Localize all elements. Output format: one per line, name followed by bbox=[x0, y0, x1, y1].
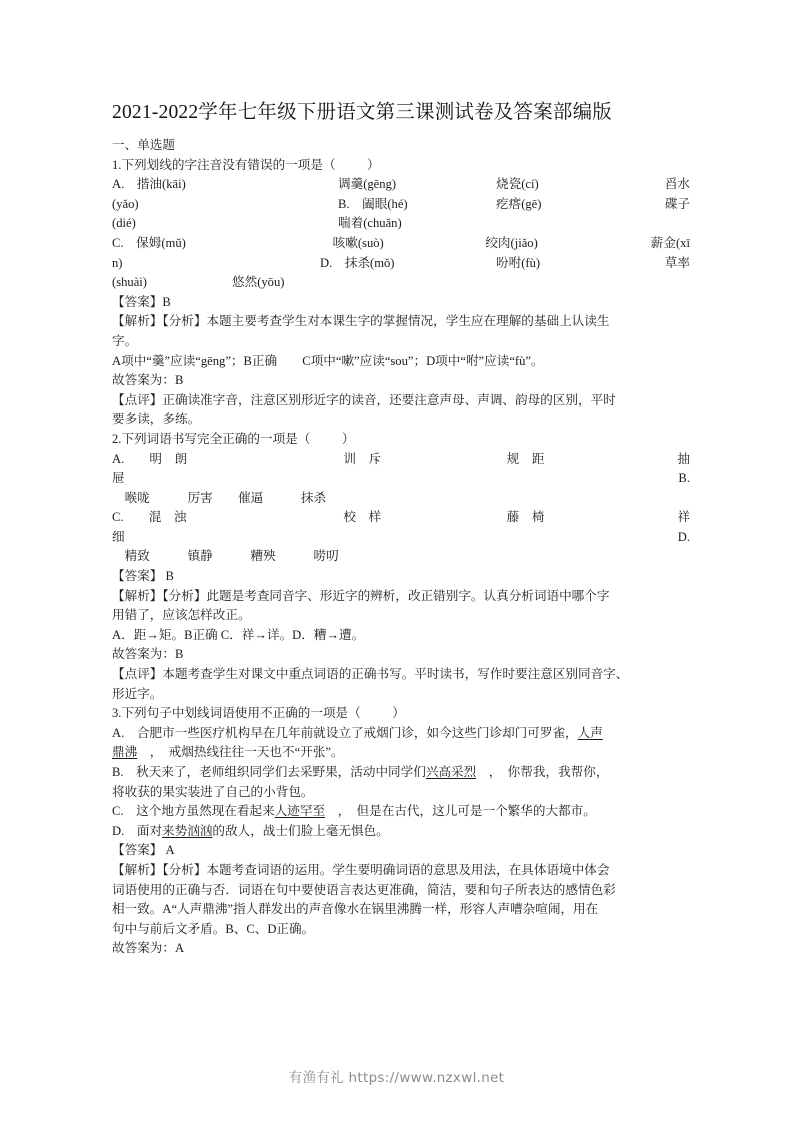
opt-col-mid: D. 抹杀(mǒ) bbox=[320, 255, 395, 270]
question-2-analysis-line-1: 【解析】【分析】此题是考查同音字、形近字的辨析，改正错别字。认真分析词语中哪个字 bbox=[112, 588, 610, 603]
question-2-stem: 2.下列词语书写完全正确的一项是（ ） bbox=[112, 431, 355, 446]
opt-col-right bbox=[507, 469, 647, 489]
opt-col-far: 草率 bbox=[664, 255, 690, 270]
opt-col-right: 疙瘩(gē) bbox=[496, 196, 542, 211]
option-text-plain: ， 但是在古代，这儿可是一个繁华的大都市。 bbox=[325, 804, 596, 819]
question-3-analysis-line-3: 相一致。A“人声鼎沸”指人群发出的声音像水在锅里沸腾一样，形容人声嘈杂喧闹，用在 bbox=[112, 902, 599, 917]
question-3-stem: 3.下列句子中划线词语使用不正确的一项是（ ） bbox=[112, 706, 405, 721]
question-3-option-d-line-1 bbox=[112, 822, 690, 842]
question-1-comment-line-1: 【点评】正确读准字音，注意区别形近字的读音，还要注意声母、声调、韵母的区别，平时 bbox=[112, 392, 616, 407]
opt-col-far: 薪金(xī bbox=[650, 235, 690, 250]
question-3-answer: 【答案】 A bbox=[112, 843, 175, 858]
opt-col-mid: 喘着(chuǎn) bbox=[338, 216, 402, 231]
question-1-option-line-1 bbox=[112, 175, 690, 195]
option-text-plain: 将收获的果实装进了自己的小背包。 bbox=[112, 784, 314, 799]
opt-col-right: 规 距 bbox=[506, 451, 545, 466]
opt-col-far bbox=[644, 214, 690, 234]
opt-col-far: D. bbox=[677, 529, 690, 544]
opt-col-left: A. 明 朗 bbox=[112, 451, 188, 466]
opt-col-left: (yǎo) bbox=[112, 196, 139, 211]
option-text-underlined: 来势汹汹 bbox=[162, 823, 213, 838]
question-2-comment-line-1: 【点评】本题考查学生对课文中重点词语的正确书写。平时读书，写作时要注意区别同音字、 bbox=[112, 667, 629, 682]
question-3-option-b-line-1 bbox=[112, 763, 690, 783]
opt-col-left: (shuài) bbox=[112, 275, 147, 290]
footer-watermark: 有渔有礼 https://www.nzxwl.net bbox=[288, 1070, 505, 1086]
question-2-option-line-4 bbox=[112, 508, 690, 528]
option-text-underlined: 人迹罕至 bbox=[274, 804, 326, 819]
question-2-analysis-line-3: A．距→矩。B正确 C．祥→详。D．糟→遭。 bbox=[112, 627, 365, 642]
opt-col-right: 绞肉(jiǎo) bbox=[485, 235, 538, 250]
opt-col-mid bbox=[343, 469, 493, 489]
option-text-underlined: 兴高采烈 bbox=[425, 765, 477, 779]
question-2-option-line-3: 喉咙 厉害 催逼 抹杀 bbox=[112, 490, 327, 505]
opt-col-mid: 悠然(yōu) bbox=[232, 275, 285, 290]
option-label: B. bbox=[112, 765, 124, 779]
option-text-underlined: 人声 bbox=[577, 725, 603, 740]
opt-col-far: 碟子 bbox=[664, 196, 690, 211]
opt-col-far: 祥 bbox=[677, 510, 690, 525]
opt-col-left: (dié) bbox=[112, 216, 136, 231]
option-text-plain: 面对 bbox=[124, 823, 163, 838]
question-2-option-line-6: 精致 镇静 糟殃 唠叨 bbox=[112, 549, 339, 564]
question-1-analysis-line-3: A项中“羹”应读“gēng”；B正确 C项中“嗽”应读“sou”；D项中“咐”应读“fù”。 bbox=[112, 353, 544, 368]
option-text-plain: ， 戒烟热线往往一天也不“开张”。 bbox=[137, 745, 344, 760]
opt-col-mid: B. 阖眼(hé) bbox=[338, 196, 408, 211]
option-text-plain: ， 你帮我，我帮你， bbox=[476, 765, 609, 779]
question-2-option-line-5 bbox=[112, 528, 690, 548]
question-3-analysis-line-1: 【解析】【分析】本题考查词语的运用。学生要明确词语的意思及用法，在具体语境中体会 bbox=[112, 862, 610, 877]
option-text-plain: 的敌人，战士们脸上毫无惧色。 bbox=[212, 823, 389, 838]
question-1-option-line-3 bbox=[112, 214, 690, 234]
opt-col-mid bbox=[343, 528, 493, 548]
question-3-option-a-line-2 bbox=[112, 743, 690, 763]
question-3-analysis-line-5: 故答案为：A bbox=[112, 941, 185, 956]
option-text-underlined: 鼎沸 bbox=[112, 745, 138, 760]
option-text-plain: 秋天来了，老师组织同学们去采野果，活动中同学们 bbox=[123, 765, 426, 779]
question-1-answer: 【答案】B bbox=[112, 294, 171, 309]
page-title: 2021-2022学年七年级下册语文第三课测试卷及答案部编版 bbox=[112, 102, 612, 123]
question-3-analysis-line-4: 句中与前后文矛盾。B、C、D正确。 bbox=[112, 921, 315, 936]
opt-col-left: C. 混 浊 bbox=[112, 510, 187, 525]
opt-col-mid: 训 斥 bbox=[343, 451, 382, 466]
opt-col-left: A. 揩油(kāi) bbox=[112, 177, 186, 192]
opt-col-right bbox=[496, 214, 636, 234]
option-label: D. bbox=[112, 823, 125, 838]
opt-col-left: 屉 bbox=[112, 471, 125, 486]
opt-col-right bbox=[507, 528, 647, 548]
opt-col-far: 抽 bbox=[677, 451, 690, 466]
question-1-option-line-2 bbox=[112, 195, 690, 215]
question-1-comment-line-2: 要多读，多练。 bbox=[112, 412, 201, 427]
question-3-option-c-line-1 bbox=[112, 802, 690, 822]
question-2-analysis-line-2: 用错了，应该怎样改正。 bbox=[112, 608, 251, 623]
question-3-option-a-line-1 bbox=[112, 724, 690, 744]
opt-col-left: n) bbox=[112, 255, 123, 270]
question-1-option-line-4 bbox=[112, 234, 690, 254]
question-3-option-b-line-2 bbox=[112, 783, 690, 803]
opt-col-right: 吩咐(fù) bbox=[496, 255, 541, 270]
option-label: C. bbox=[112, 804, 124, 819]
opt-col-mid: 校 样 bbox=[343, 510, 382, 525]
section-heading: 一、单选题 bbox=[112, 138, 175, 152]
question-3-analysis-line-2: 词语使用的正确与否．词语在句中要使语言表达更准确，简洁，要和句子所表达的感情色彩 bbox=[112, 882, 616, 897]
question-1-analysis-line-4: 故答案为：B bbox=[112, 373, 184, 388]
opt-col-far: 舀水 bbox=[664, 177, 690, 192]
question-1-option-line-6 bbox=[112, 273, 690, 293]
opt-col-far bbox=[644, 273, 690, 293]
option-text-plain: 合肥市一些医疗机构早在几年前就设立了戒烟门诊，如今这些门诊却门可罗雀， bbox=[124, 725, 578, 740]
opt-col-mid: 调羹(gēng) bbox=[338, 177, 397, 192]
question-1-analysis-line-2: 字。 bbox=[112, 333, 138, 348]
question-1-option-line-5 bbox=[112, 254, 690, 274]
opt-col-right bbox=[496, 273, 636, 293]
document-body bbox=[112, 136, 690, 959]
opt-col-right: 藤 椅 bbox=[506, 510, 545, 525]
opt-col-far: B. bbox=[678, 471, 690, 486]
opt-col-right: 烧瓷(cí) bbox=[496, 177, 539, 192]
question-2-option-line-1 bbox=[112, 450, 690, 470]
opt-col-mid: 咳嗽(suò) bbox=[332, 235, 384, 250]
question-2-comment-line-2: 形近字。 bbox=[112, 686, 163, 701]
option-label: A. bbox=[112, 725, 125, 740]
opt-col-left: C. 保姆(mǔ) bbox=[112, 235, 186, 250]
opt-col-left: 细 bbox=[112, 529, 125, 544]
question-1-analysis-line-1: 【解析】【分析】本题主要考查学生对本课生字的掌握情况，学生应在理解的基础上认读生 bbox=[112, 314, 610, 329]
question-2-answer: 【答案】 B bbox=[112, 569, 174, 584]
question-2-option-line-2 bbox=[112, 469, 690, 489]
option-text-plain: 这个地方虽然现在看起来 bbox=[123, 804, 275, 819]
question-1-stem: 1.下列划线的字注音没有错误的一项是（ ） bbox=[112, 157, 380, 172]
question-2-analysis-line-4: 故答案为：B bbox=[112, 647, 184, 662]
